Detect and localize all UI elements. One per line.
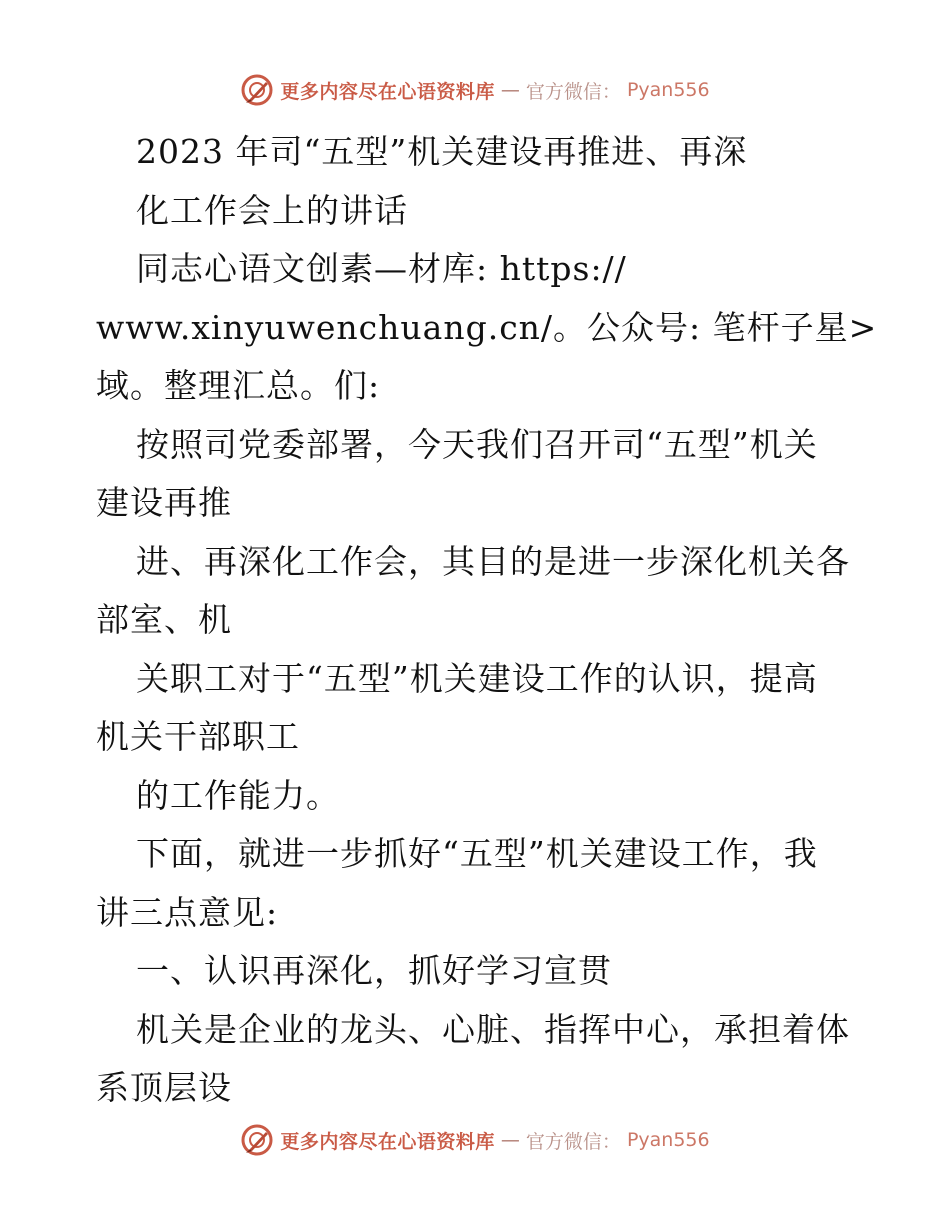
watermark-wechat-label: 官方微信： [525,80,621,103]
watermark-separator: — [500,1129,520,1151]
text-line: 机关是企业的龙头、心脏、指挥中心，承担着体 [136,1009,850,1049]
text-line: 关职工对于“五型”机关建设工作的认识，提高 [136,658,818,698]
watermark-brand-text: 更多内容尽在心语资料库 [280,80,495,103]
text-line: 的工作能力。 [136,775,340,815]
brand-logo-icon [240,73,274,107]
text-line: 部室、机 [96,600,232,639]
watermark-separator: — [500,79,520,101]
watermark-wechat-id: Pyan556 [626,1129,710,1151]
document-body [96,123,878,1118]
watermark-wechat-id: Pyan556 [626,79,710,101]
watermark-brand-text: 更多内容尽在心语资料库 [280,1130,495,1153]
text-line: 机关干部职工 [96,717,300,756]
brand-logo-icon [240,1123,274,1157]
header-watermark [0,70,950,110]
text-line: 进、再深化工作会，其目的是进一步深化机关各 [136,541,850,581]
text-line: 系顶层设 [96,1068,232,1107]
text-line: www.xinyuwenchuang.cn/。公众号: 笔杆子星> [96,307,878,347]
watermark-wechat-label: 官方微信： [525,1130,621,1153]
text-line: 建设再推 [96,483,232,522]
text-line: 同志心语文创素—材库: https:// [136,249,627,288]
title-line-2: 化工作会上的讲话 [136,190,408,230]
text-line: 域。整理汇总。们: [96,366,381,405]
text-line: 讲三点意见: [96,892,279,932]
section-heading: 一、认识再深化，抓好学习宣贯 [136,951,612,990]
footer-watermark [0,1120,950,1160]
text-line: 按照司党委部署，今天我们召开司“五型”机关 [136,424,818,464]
title-line-1: 2023 年司“五型”机关建设再推进、再深 [136,132,748,171]
text-line: 下面，就进一步抓好“五型”机关建设工作，我 [136,834,818,873]
